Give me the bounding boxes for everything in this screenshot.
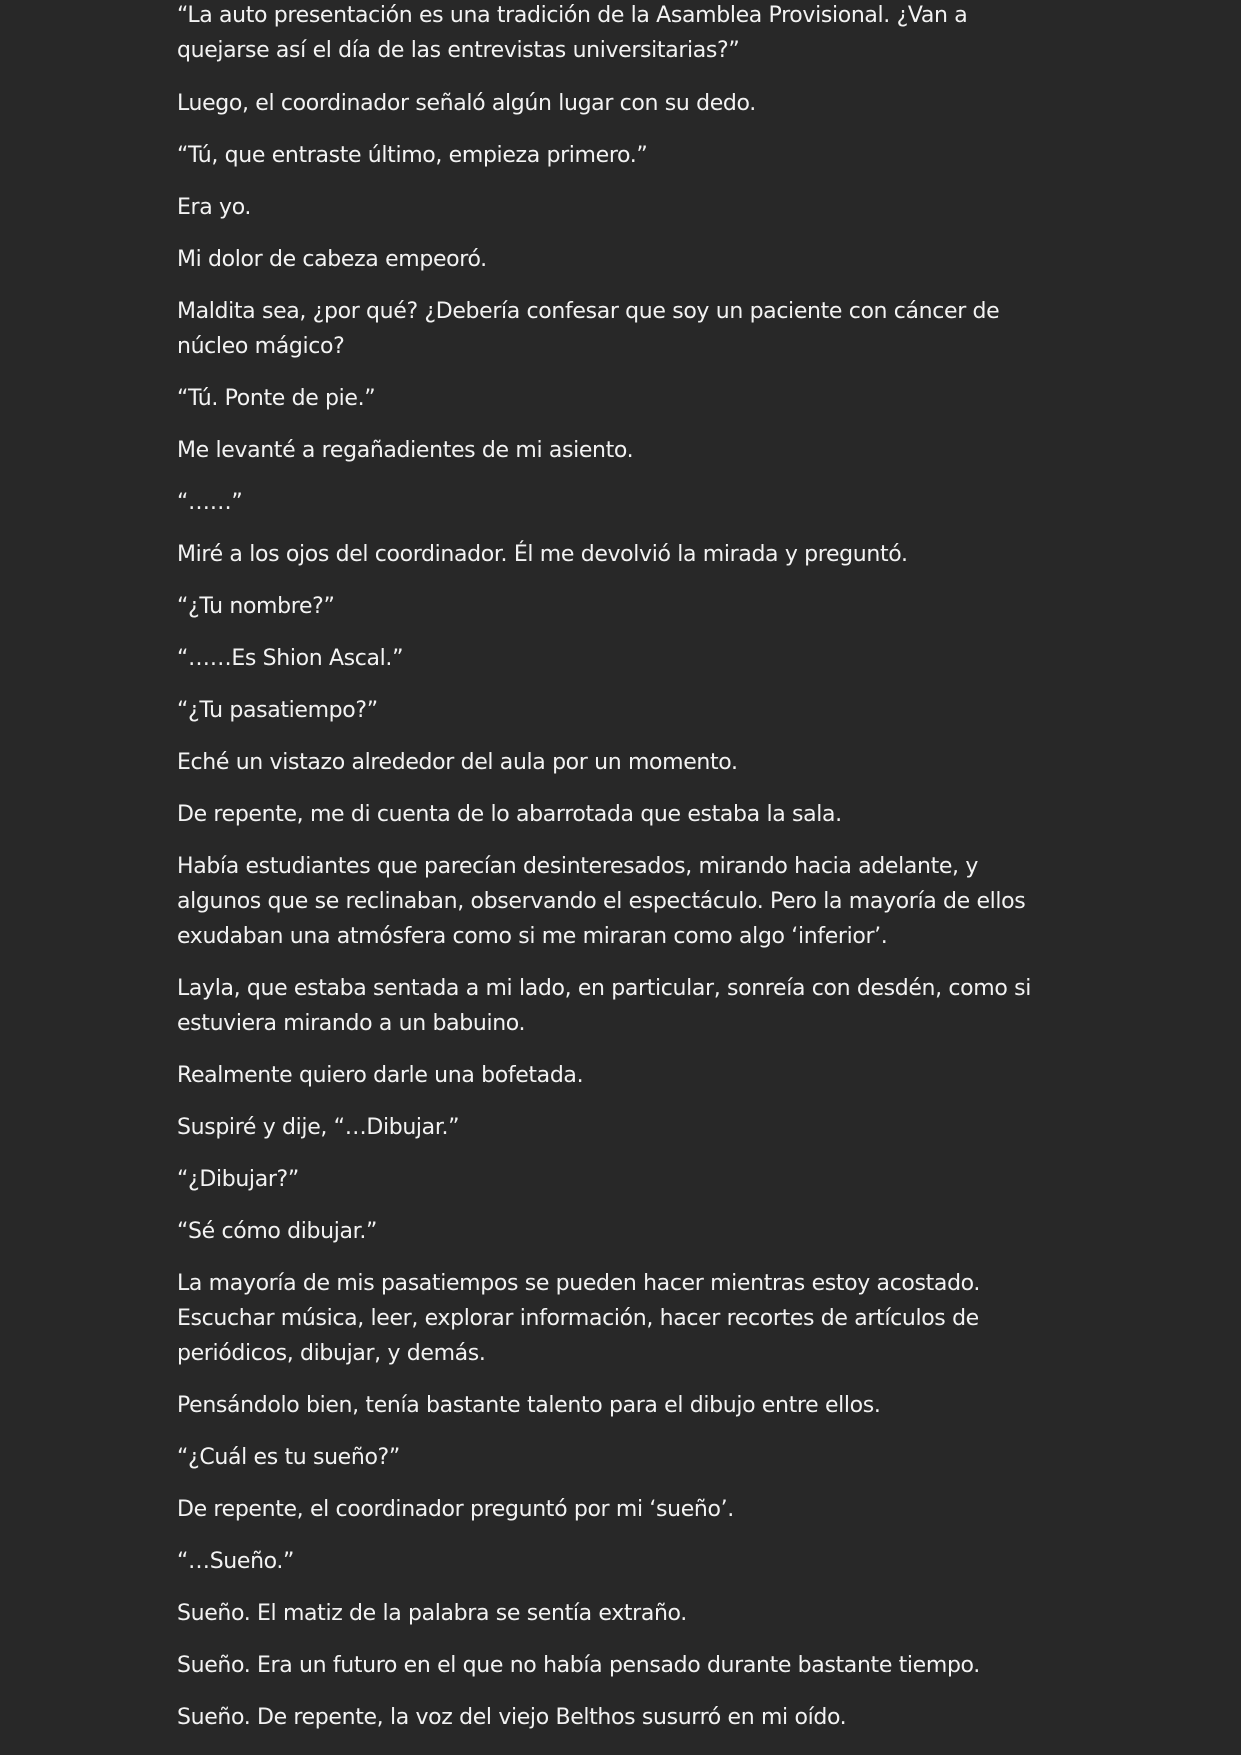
paragraph-25: De repente, el coordinador preguntó por mi ‘sueño’. — [177, 1497, 734, 1522]
paragraph-23: Pensándolo bien, tenía bastante talento para el dibujo entre ellos. — [177, 1393, 881, 1418]
paragraph-13: “¿Tu pasatiempo?” — [177, 698, 378, 723]
paragraph-2: Luego, el coordinador señaló algún lugar con su dedo. — [177, 91, 756, 116]
paragraph-8: Me levanté a regañadientes de mi asiento. — [177, 438, 634, 463]
paragraph-27: Sueño. El matiz de la palabra se sentía extraño. — [177, 1601, 687, 1626]
paragraph-17: Layla, que estaba sentada a mi lado, en particular, sonreía con desdén, como si estuviera mirando a un babuino. — [177, 976, 1031, 1036]
paragraph-9: “……” — [177, 490, 243, 515]
paragraph-26: “…Sueño.” — [177, 1549, 295, 1574]
paragraph-5: Mi dolor de cabeza empeoró. — [177, 247, 487, 272]
paragraph-11: “¿Tu nombre?” — [177, 594, 335, 619]
paragraph-12: “……Es Shion Ascal.” — [177, 646, 404, 671]
paragraph-20: “¿Dibujar?” — [177, 1167, 299, 1192]
paragraph-22: La mayoría de mis pasatiempos se pueden hacer mientras estoy acostado. Escuchar música, leer, explorar información, hacer recortes de artículos de periódicos, dibujar, y demás. — [177, 1271, 981, 1366]
paragraph-29: Sueño. De repente, la voz del viejo Belthos susurró en mi oído. — [177, 1705, 847, 1730]
paragraph-4: Era yo. — [177, 195, 252, 220]
paragraph-24: “¿Cuál es tu sueño?” — [177, 1445, 400, 1470]
paragraph-7: “Tú. Ponte de pie.” — [177, 386, 376, 411]
paragraph-6: Maldita sea, ¿por qué? ¿Debería confesar que soy un paciente con cáncer de núcleo mágico? — [177, 299, 1000, 359]
paragraph-1: “La auto presentación es una tradición de la Asamblea Provisional. ¿Van a quejarse así el día de las entrevistas universitarias?” — [177, 3, 968, 63]
paragraph-15: De repente, me di cuenta de lo abarrotada que estaba la sala. — [177, 802, 842, 827]
paragraph-10: Miré a los ojos del coordinador. Él me devolvió la mirada y preguntó. — [177, 542, 908, 567]
paragraph-21: “Sé cómo dibujar.” — [177, 1219, 378, 1244]
paragraph-28: Sueño. Era un futuro en el que no había pensado durante bastante tiempo. — [177, 1653, 980, 1678]
paragraph-16: Había estudiantes que parecían desinteresados, mirando hacia adelante, y algunos que se reclinaban, observando el espectáculo. Pero la mayoría de ellos exudaban una atmósfera como si me miraran como algo ‘inferior’. — [177, 854, 1026, 949]
paragraph-3: “Tú, que entraste último, empieza primero.” — [177, 143, 648, 168]
paragraph-14: Eché un vistazo alrededor del aula por un momento. — [177, 750, 738, 775]
paragraph-18: Realmente quiero darle una bofetada. — [177, 1063, 584, 1088]
paragraph-19: Suspiré y dije, “…Dibujar.” — [177, 1115, 460, 1140]
